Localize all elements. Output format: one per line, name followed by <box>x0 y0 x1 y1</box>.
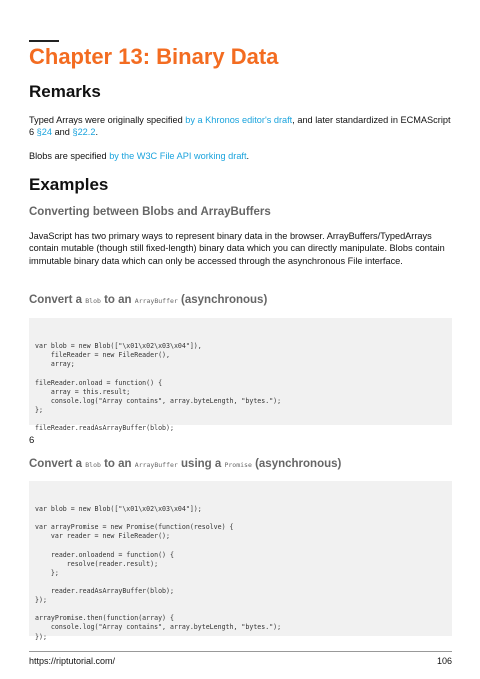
footer-url-link[interactable]: https://riptutorial.com/ <box>29 656 116 666</box>
remarks-p1-text: Typed Arrays were originally specified <box>29 115 186 125</box>
code-line: }); <box>35 596 47 605</box>
footer-divider <box>29 651 452 652</box>
code-line: console.log("Array contains", array.byteLength, "bytes."); <box>35 623 282 632</box>
code-line <box>35 369 452 378</box>
code-block-1 <box>29 318 452 433</box>
ex2-t4: (asynchronous) <box>251 458 342 470</box>
stray-number: 6 <box>29 435 35 446</box>
remarks-heading: Remarks <box>29 82 101 101</box>
code-line <box>35 542 452 551</box>
code-line: arrayPromise.then(function(array) { <box>35 614 174 623</box>
remarks-p2-text: Blobs are specified <box>29 151 110 161</box>
example-subheading: Converting between Blobs and ArrayBuffers <box>29 206 271 218</box>
remarks-paragraph-2 <box>29 150 454 162</box>
page-number: 106 <box>436 656 452 666</box>
code-line: var blob = new Blob(["\x01\x02\x03\x04"]); <box>35 505 202 514</box>
examples-heading: Examples <box>29 175 109 194</box>
khronos-draft-link[interactable]: by a Khronos editor's draft <box>185 115 293 125</box>
code-line: reader.readAsArrayBuffer(blob); <box>35 587 174 596</box>
code-line: }); <box>35 632 47 641</box>
ex1-t2: to an <box>100 294 135 306</box>
code-line: reader.onloadend = function() { <box>35 550 174 559</box>
section-22-2-link[interactable]: §22.2 <box>72 127 96 138</box>
remarks-p1-end: . <box>95 127 99 138</box>
code-line <box>35 514 452 523</box>
remarks-p2-end: . <box>246 151 250 161</box>
ex2-t3: using a <box>177 458 225 470</box>
ex2-t1: Convert a <box>29 458 86 470</box>
code-line <box>35 415 452 424</box>
ex2-code-arraybuffer: ArrayBuffer <box>134 461 178 469</box>
ex2-code-blob: Blob <box>85 461 101 469</box>
code-line: fileReader.onload = function() { <box>35 378 163 387</box>
code-line: array = this.result; <box>35 387 131 396</box>
code-line: fileReader.readAsArrayBuffer(blob); <box>35 424 174 433</box>
code-line: }; <box>35 405 43 414</box>
code-line: var arrayPromise = new Promise(function(resolve) { <box>35 523 234 532</box>
chapter-rule <box>29 40 59 42</box>
section-24-link[interactable]: §24 <box>36 127 53 138</box>
code-line: }; <box>35 568 59 577</box>
ex1-t1: Convert a <box>29 294 86 306</box>
code-line: resolve(reader.result); <box>35 559 159 568</box>
remarks-p1-text-2: , and later standardized in ECMAScript 6 <box>29 115 451 138</box>
code-line: fileReader = new FileReader(), <box>35 351 170 360</box>
ex1-code-blob: Blob <box>85 297 101 305</box>
ex2-t2: to an <box>100 458 135 470</box>
code-line: var blob = new Blob(["\x01\x02\x03\x04"]), <box>35 342 202 351</box>
example-1-heading <box>29 294 267 306</box>
ex1-t3: (asynchronous) <box>177 294 268 306</box>
code-line: console.log("Array contains", array.byteLength, "bytes."); <box>35 396 282 405</box>
example-2-heading <box>29 458 341 470</box>
code-line <box>35 605 452 614</box>
code-line: array; <box>35 360 75 369</box>
code-block-2 <box>29 481 452 641</box>
ex1-code-arraybuffer: ArrayBuffer <box>134 297 178 305</box>
ex2-code-promise: Promise <box>224 461 252 469</box>
chapter-title: Chapter 13: Binary Data <box>29 44 279 69</box>
code-line <box>35 578 452 587</box>
remarks-paragraph-1 <box>29 114 454 139</box>
example-intro: JavaScript has two primary ways to represent binary data in the browser. ArrayBuffers/TypedArrays contain mutable (though still fixed-length) binary data which you can directly manipulate. Blobs contain immutable binary data which can only be accessed through the asynchronous File interface. <box>29 231 445 266</box>
w3c-file-api-link[interactable]: by the W3C File API working draft <box>109 151 247 161</box>
remarks-p1-and: and <box>52 127 73 138</box>
code-line: var reader = new FileReader(); <box>35 532 170 541</box>
